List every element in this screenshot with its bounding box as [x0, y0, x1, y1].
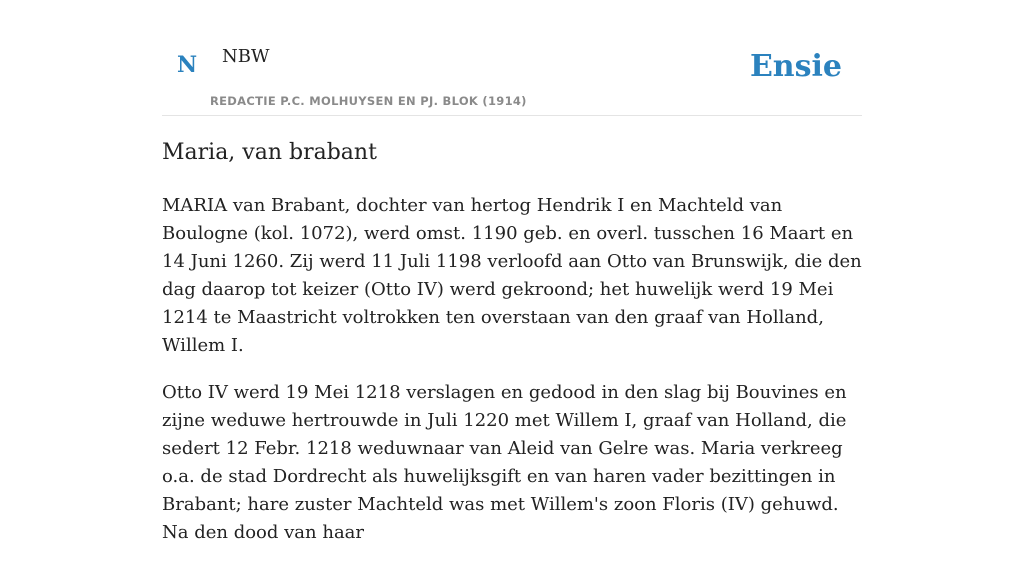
- source-logo[interactable]: N: [177, 52, 198, 78]
- source-subtitle: REDACTIE P.C. MOLHUYSEN EN PJ. BLOK (1914): [210, 94, 527, 108]
- page-title: Maria, van brabant: [162, 140, 377, 165]
- source-header: [162, 0, 862, 116]
- ensie-logo[interactable]: Ensie: [749, 49, 842, 84]
- article-paragraph: Otto IV werd 19 Mei 1218 verslagen en gedood in den slag bij Bouvines en zijne weduwe hertrouwde in Juli 1220 met Willem I, graaf van Holland, die sedert 12 Febr. 1218 weduwnaar van Aleid van Gelre was. Maria verkreeg o.a. de stad Dordrecht als huwelijksgift en van haren vader bezittingen in Brabant; hare zuster Machteld was met Willem's zoon Floris (IV) gehuwd. Na den dood van haar: [162, 382, 847, 543]
- article-body: [162, 192, 862, 566]
- source-name[interactable]: NBW: [222, 46, 270, 67]
- content-container: [162, 0, 862, 543]
- article-paragraph: MARIA van Brabant, dochter van hertog Hendrik I en Machteld van Boulogne (kol. 1072), werd omst. 1190 geb. en overl. tusschen 16 Maart en 14 Juni 1260. Zij werd 11 Juli 1198 verloofd aan Otto van Brunswijk, die den dag daarop tot keizer (Otto IV) werd gekroond; het huwelijk werd 19 Mei 1214 te Maastricht voltrokken ten overstaan van den graaf van Holland, Willem I.: [162, 195, 862, 356]
